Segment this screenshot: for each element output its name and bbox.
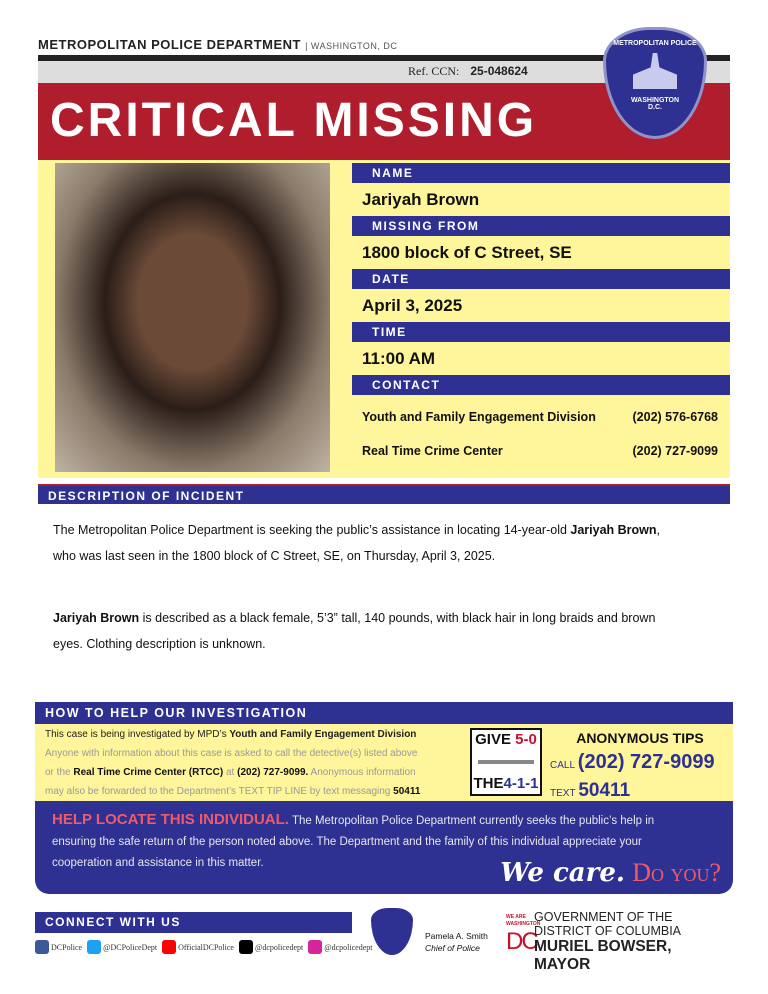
give-50-logo: GIVE 5-0 THE4-1-1 — [470, 728, 542, 796]
help-locate-text: HELP LOCATE THIS INDIVIDUAL. The Metropolitan Police Department currently seeks the public’s help in ensuring the safe return of the person noted above. The Department and the family of this individual appreciate your cooperation and assistance in this matter. — [52, 811, 655, 869]
contact-phone[interactable]: (202) 727-9099 — [632, 444, 718, 458]
description-body — [53, 517, 683, 657]
chief-title: Chief of Police — [425, 943, 480, 953]
description-paragraph-1: The Metropolitan Police Department is seeking the public’s assistance in locating 14-year-old Jariyah Brown, who was last seen in the 1800 block of C Street, SE, on Thursday, April 3, 2025. — [53, 523, 661, 563]
contact-row — [352, 424, 730, 458]
name-label: NAME — [352, 163, 730, 183]
social-links — [35, 940, 372, 954]
missing-from-value: 1800 block of C Street, SE — [362, 243, 572, 262]
facebook-icon — [35, 940, 49, 954]
social-handle: @DCPoliceDept — [103, 942, 158, 952]
youtube-icon — [162, 940, 176, 954]
social-handle: DCPolice — [51, 942, 83, 952]
we-care-slogan: We care. Do you? — [500, 858, 721, 888]
contact-name: Real Time Crime Center — [362, 444, 503, 458]
contact-name: Youth and Family Engagement Division — [362, 410, 596, 424]
contact-label: CONTACT — [352, 375, 730, 395]
fields — [352, 163, 730, 458]
dept-city: | WASHINGTON, DC — [305, 41, 398, 51]
instagram-icon — [308, 940, 322, 954]
anonymous-tips: ANONYMOUS TIPS CALL (202) 727-9099 TEXT 50411 — [550, 730, 715, 801]
missing-from-label: MISSING FROM — [352, 216, 730, 236]
dept-header — [38, 37, 397, 52]
chief-info — [425, 930, 488, 954]
social-link[interactable] — [308, 940, 372, 954]
page-title: CRITICAL MISSING — [50, 94, 538, 147]
social-link[interactable] — [87, 940, 157, 954]
date-label: DATE — [352, 269, 730, 289]
chief-name: Pamela A. Smith — [425, 931, 488, 941]
social-handle: @dcpolicedept — [324, 942, 373, 952]
social-link[interactable] — [35, 940, 82, 954]
badge-bottom-text: WASHINGTON — [630, 97, 680, 104]
dc-government-logo: WE ARE WASHINGTON DC GOVERNMENT OF THE DISTRICT OF COLUMBIA MURIEL BOWSER, MAYOR — [506, 910, 682, 973]
time-label: TIME — [352, 322, 730, 342]
date-value: April 3, 2025 — [362, 296, 463, 315]
missing-person-photo — [55, 163, 330, 472]
tiktok-icon — [239, 940, 253, 954]
ref-value: 25-048624 — [470, 64, 528, 78]
name-value: Jariyah Brown — [362, 190, 480, 209]
tip-phone[interactable]: (202) 727-9099 — [577, 751, 715, 773]
badge-top-text: METROPOLITAN POLICE — [613, 40, 697, 47]
tip-text-number[interactable]: 50411 — [578, 780, 631, 801]
help-box — [35, 702, 733, 894]
help-title: HOW TO HELP OUR INVESTIGATION — [45, 706, 308, 720]
mpd-badge-small — [371, 908, 413, 955]
social-handle: OfficialDCPolice — [178, 942, 234, 952]
contact-row — [352, 395, 730, 424]
social-handle: @dcpolicedept — [254, 942, 304, 952]
capitol-icon — [633, 53, 677, 89]
twitter-icon — [87, 940, 101, 954]
time-value: 11:00 AM — [362, 349, 436, 368]
badge-sub-text: D.C. — [648, 104, 662, 111]
social-link[interactable] — [162, 940, 234, 954]
help-yellow: This case is being investigated by MPD’s Youth and Family Engagement Division Anyone with information about this case is asked to call the detective(s) listed above or the Real Time Crime Center (RTCC) at (202) 727-9099. Anonymous information may also be forwarded to the Department’s TEXT TIP LINE by text messaging 50411 GIVE 5-0 THE4-1-1 ANONYMOUS TIPS CALL (202) 727-9099 TEXT 50411 — [35, 724, 733, 801]
ref-label: Ref. CCN: — [408, 64, 460, 78]
description-paragraph-2: Jariyah Brown is described as a black female, 5’3” tall, 140 pounds, with black hair in long braids and brown eyes. Clothing description is unknown. — [53, 611, 656, 651]
dept-name: METROPOLITAN POLICE DEPARTMENT — [38, 37, 301, 52]
contact-phone[interactable]: (202) 576-6768 — [632, 410, 718, 424]
social-link[interactable] — [239, 940, 303, 954]
connect-title: CONNECT WITH US — [35, 912, 352, 933]
description-label: DESCRIPTION OF INCIDENT — [38, 484, 730, 504]
